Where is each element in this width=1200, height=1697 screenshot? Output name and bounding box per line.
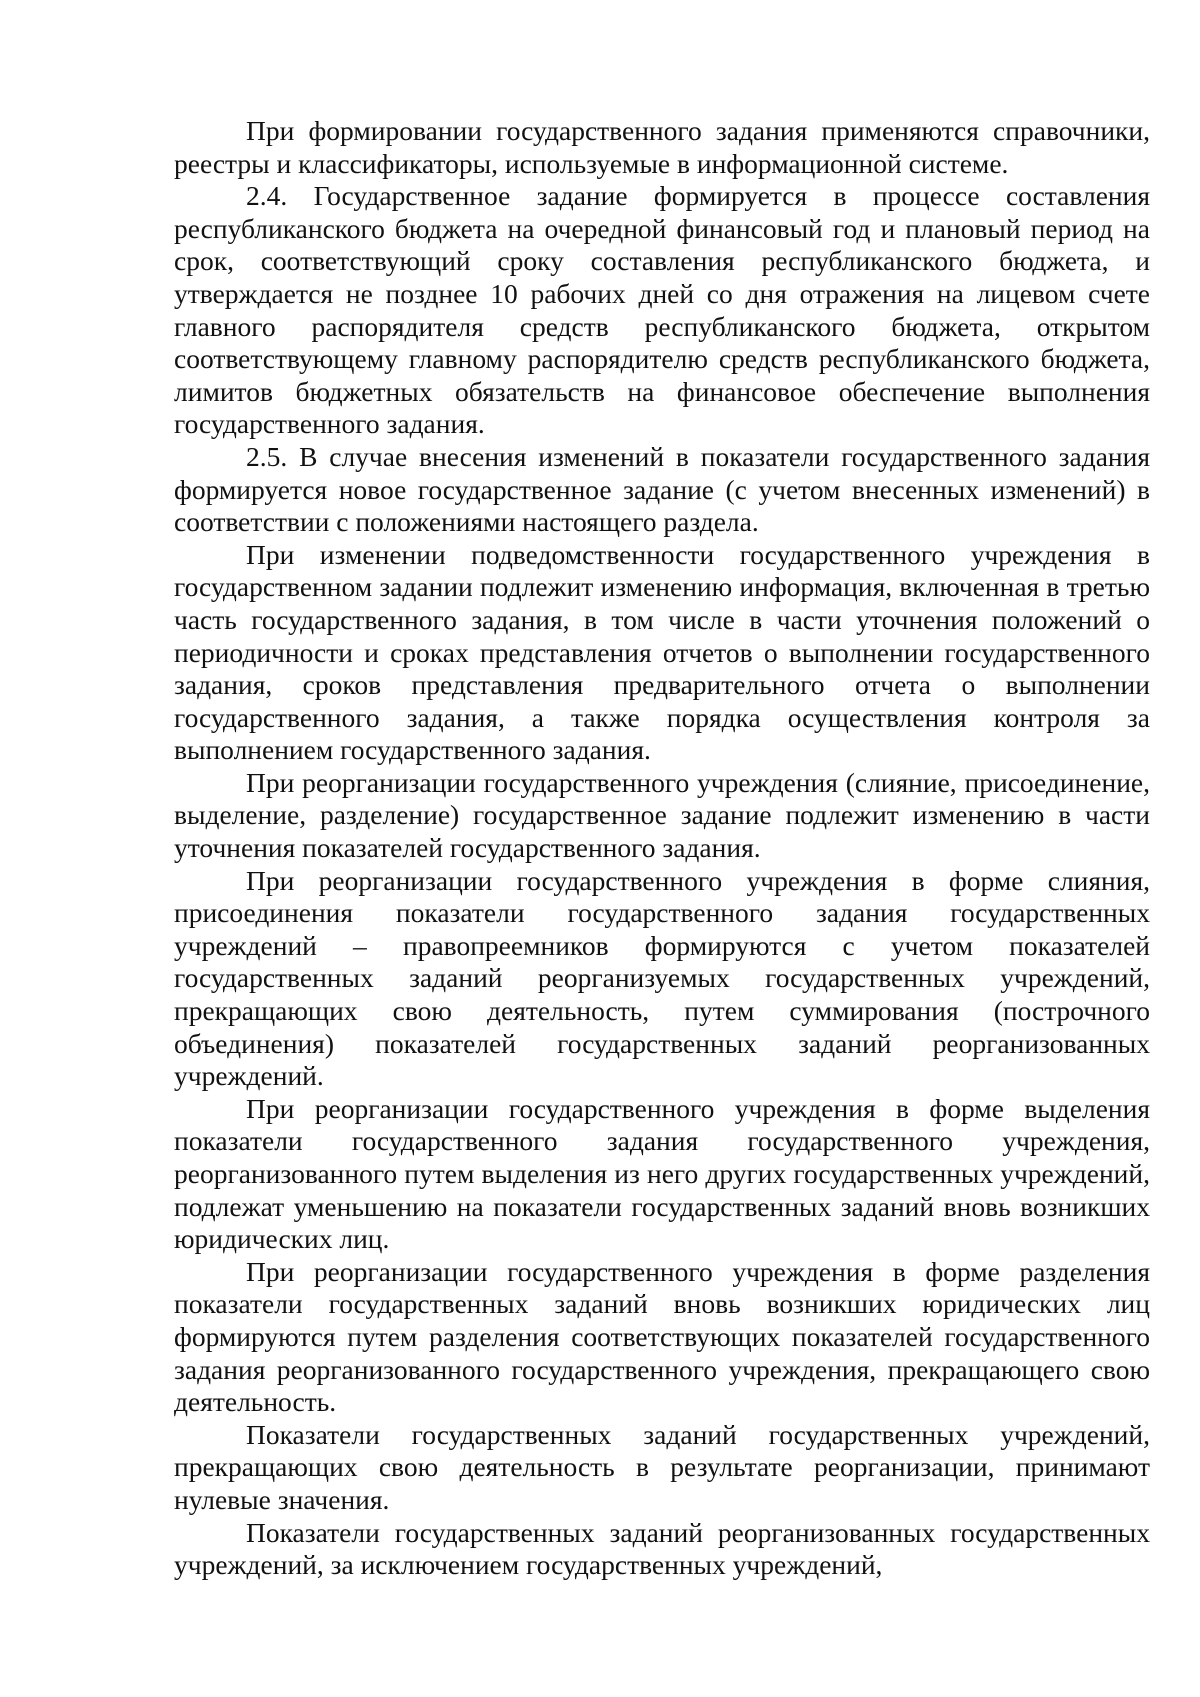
paragraph-reorganization: При реорганизации государственного учреждения (слияние, присоединение, выделение, разделение) государственное задание подлежит изменению в части уточнения показателей государственного задания. — [174, 766, 1150, 864]
paragraph-subordination-change: При изменении подведомственности государственного учреждения в государственном задании подлежит изменению информация, включенная в третью часть государственного задания, в том числе в части уточнения положений о периодичности и сроках представления отчетов о выполнении государственного задания, сроков представления предварительного отчета о выполнении государственного задания, а также порядка осуществления контроля за выполнением государственного задания. — [174, 538, 1150, 766]
paragraph-reference-books: При формировании государственного задания применяются справочники, реестры и классификаторы, используемые в информационной системе. — [174, 115, 1150, 179]
paragraph-division: При реорганизации государственного учреждения в форме разделения показатели государственных заданий вновь возникших юридических лиц формируются путем разделения соответствующих показателей государственного задания реорганизованного государственного учреждения, прекращающего свою деятельность. — [174, 1255, 1150, 1418]
paragraph-merger-accession: При реорганизации государственного учреждения в форме слияния, присоединения показатели государственного задания государственных учреждений – правопреемников формируются с учетом показателей государственных заданий реорганизуемых государственных учреждений, прекращающих свою деятельность, путем суммирования (построчного объединения) показателей государственных заданий реорганизованных учреждений. — [174, 864, 1150, 1092]
paragraph-2-4: 2.4. Государственное задание формируется в процессе составления республиканского бюджета на очередной финансовый год и плановый период на срок, соответствующий сроку составления республиканского бюджета, и утверждается не позднее 10 рабочих дней со дня отражения на лицевом счете главного распорядителя средств республиканского бюджета, открытом соответствующему главному распорядителю средств республиканского бюджета, лимитов бюджетных обязательств на финансовое обеспечение выполнения государственного задания. — [174, 180, 1150, 440]
document-body — [174, 115, 1150, 1582]
paragraph-2-5: 2.5. В случае внесения изменений в показатели государственного задания формируется новое государственное задание (с учетом внесенных изменений) в соответствии с положениями настоящего раздела. — [174, 440, 1150, 538]
paragraph-reorganized-indicators: Показатели государственных заданий реорганизованных государственных учреждений, за исключением государственных учреждений, — [174, 1516, 1150, 1581]
paragraph-spin-off: При реорганизации государственного учреждения в форме выделения показатели государственного задания государственного учреждения, реорганизованного путем выделения из него других государственных учреждений, подлежат уменьшению на показатели государственных заданий вновь возникших юридических лиц. — [174, 1092, 1150, 1255]
paragraph-zero-values: Показатели государственных заданий государственных учреждений, прекращающих свою деятельность в результате реорганизации, принимают нулевые значения. — [174, 1418, 1150, 1515]
